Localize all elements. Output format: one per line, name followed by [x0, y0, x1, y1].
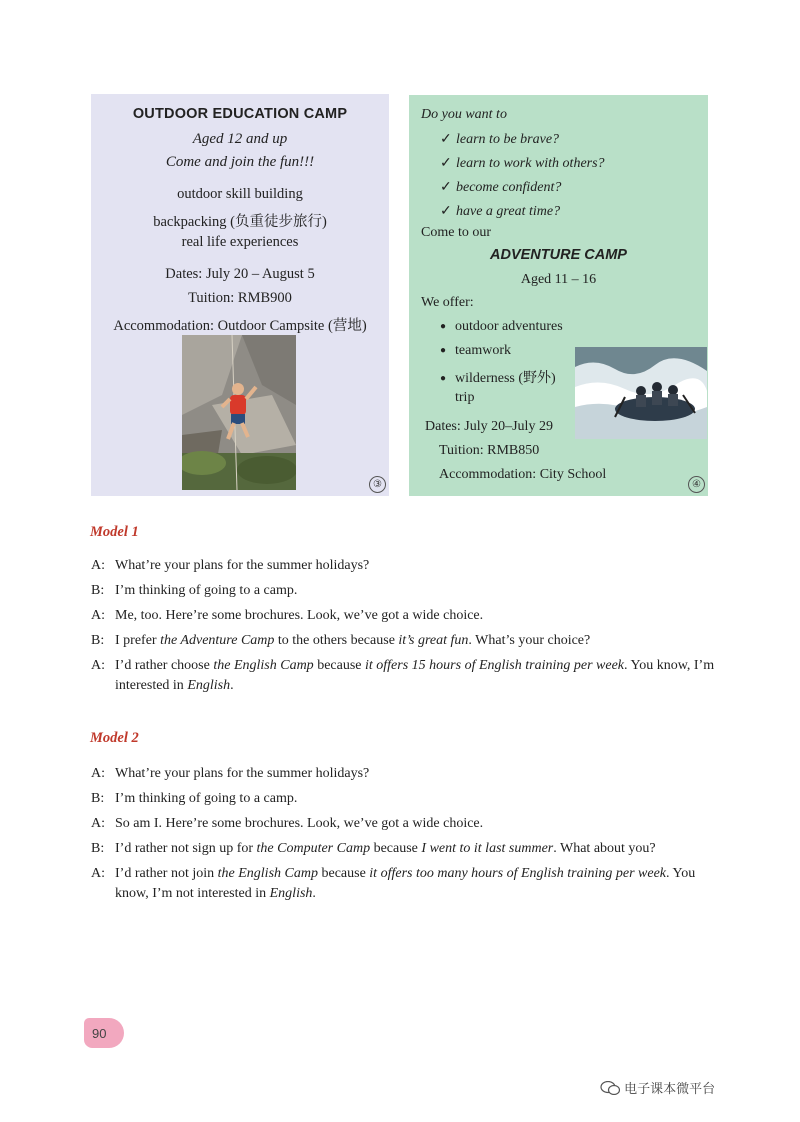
- dialogue-line: [91, 631, 731, 651]
- speaker-label: A:: [91, 766, 105, 781]
- speaker-label: A:: [91, 816, 105, 831]
- adventure-camp-card: [409, 95, 708, 496]
- card3-activity: real life experiences: [181, 234, 299, 250]
- text-segment: I’m thinking of going to a camp.: [115, 791, 298, 806]
- line-text: [115, 556, 731, 576]
- watermark: [600, 1078, 715, 1097]
- speaker-label: B:: [91, 633, 105, 648]
- card4-offer-item: ● wilderness (野外): [440, 371, 556, 386]
- line-text: [115, 814, 731, 834]
- rock-climbing-illustration: [182, 335, 296, 490]
- text-segment: I’d rather not join: [115, 866, 218, 881]
- speaker-label: A:: [91, 558, 105, 573]
- speaker-label: B:: [91, 841, 105, 856]
- card4-check-item: ✓ become confident?: [440, 180, 562, 195]
- italic-phrase: the English Camp: [217, 866, 318, 881]
- card4-offer-item-cont: trip: [455, 390, 475, 405]
- model2-title: Model 2: [90, 730, 139, 746]
- rafting-illustration: [575, 347, 707, 439]
- card4-question: Do you want to: [421, 107, 507, 122]
- italic-phrase: I went to it last summer: [421, 841, 554, 856]
- italic-phrase: the Adventure Camp: [160, 633, 275, 648]
- text-segment: I’d rather not sign up for: [115, 841, 257, 856]
- text-segment: What’re your plans for the summer holidays?: [115, 766, 370, 781]
- card3-age: Aged 12 and up: [192, 131, 288, 147]
- dialogue-line: [91, 839, 731, 859]
- card3-accommodation: Accommodation: Outdoor Campsite (营地): [113, 318, 367, 334]
- line-text: [115, 581, 731, 601]
- card4-dates: Dates: July 20–July 29: [425, 419, 553, 434]
- card4-number: ④: [688, 476, 705, 493]
- line-text: [115, 631, 731, 651]
- dialogue-line: [91, 581, 731, 601]
- card4-tuition: Tuition: RMB850: [439, 443, 540, 458]
- speaker-label: A:: [91, 866, 105, 881]
- check-icon: ✓: [440, 180, 452, 195]
- speaker-label: B:: [91, 791, 105, 806]
- italic-phrase: English: [269, 886, 313, 901]
- watermark-text: 电子课本微平台: [624, 1082, 716, 1097]
- text-segment: because: [317, 866, 370, 881]
- text-segment: . What’s your choice?: [468, 633, 591, 648]
- card4-offer-item: ● outdoor adventures: [440, 319, 563, 334]
- bullet-icon: ●: [440, 373, 447, 384]
- card4-check-item: ✓ learn to be brave?: [440, 132, 560, 147]
- text-segment: . You know, I’m interested in: [115, 658, 715, 693]
- page-number-badge: [84, 1018, 124, 1048]
- check-icon: ✓: [440, 132, 452, 147]
- card3-tuition: Tuition: RMB900: [188, 290, 292, 306]
- line-text: [115, 764, 731, 784]
- card3-number: ③: [369, 476, 386, 493]
- line-text: [115, 789, 731, 809]
- page-number: 90: [92, 1026, 107, 1041]
- italic-phrase: it’s great fun: [398, 633, 469, 648]
- dialogue-line: [91, 764, 731, 784]
- card4-offer-label: We offer:: [421, 295, 474, 310]
- speaker-label: A:: [91, 658, 105, 673]
- speaker-label: B:: [91, 583, 105, 598]
- model1-title: Model 1: [90, 524, 139, 540]
- card4-title: ADVENTURE CAMP: [490, 247, 627, 263]
- text-segment: Me, too. Here’re some brochures. Look, we’ve got a wide choice.: [115, 608, 484, 623]
- italic-phrase: the English Camp: [213, 658, 314, 673]
- card3-title: OUTDOOR EDUCATION CAMP: [132, 106, 348, 122]
- card3-activity: outdoor skill building: [177, 186, 303, 202]
- dialogue-line: [91, 556, 731, 576]
- card4-accommodation: Accommodation: City School: [439, 467, 607, 482]
- card4-age: Aged 11 – 16: [520, 272, 597, 287]
- text-segment: .: [230, 678, 234, 693]
- line-text: [115, 864, 731, 904]
- card4-come: Come to our: [421, 225, 491, 240]
- bullet-icon: ●: [440, 321, 447, 332]
- text-segment: because: [370, 841, 422, 856]
- speaker-label: A:: [91, 608, 105, 623]
- wechat-icon: [600, 1081, 620, 1095]
- italic-phrase: English: [187, 678, 231, 693]
- outdoor-education-camp-card: [91, 94, 389, 496]
- dialogue-line: [91, 864, 731, 904]
- card4-check-item: ✓ learn to work with others?: [440, 156, 605, 171]
- dialogue-line: [91, 606, 731, 626]
- dialogue-line: [91, 814, 731, 834]
- text-segment: . What about you?: [553, 841, 656, 856]
- text-segment: I prefer: [115, 633, 161, 648]
- italic-phrase: the Computer Camp: [256, 841, 371, 856]
- text-segment: What’re your plans for the summer holidays?: [115, 558, 370, 573]
- card3-tagline: Come and join the fun!!!: [165, 154, 315, 170]
- card3-dates: Dates: July 20 – August 5: [165, 266, 315, 282]
- line-text: [115, 606, 731, 626]
- card4-check-item: ✓ have a great time?: [440, 204, 561, 219]
- italic-phrase: it offers 15 hours of English training per week: [365, 658, 624, 673]
- text-segment: I’m thinking of going to a camp.: [115, 583, 298, 598]
- text-segment: to the others because: [274, 633, 399, 648]
- bullet-icon: ●: [440, 345, 447, 356]
- rafting-photo: [575, 347, 707, 439]
- card3-activity: backpacking (负重徒步旅行): [153, 214, 327, 230]
- line-text: [115, 656, 731, 696]
- italic-phrase: it offers too many hours of English training per week: [369, 866, 667, 881]
- dialogue-line: [91, 656, 731, 696]
- text-segment: So am I. Here’re some brochures. Look, we’ve got a wide choice.: [115, 816, 484, 831]
- line-text: [115, 839, 731, 859]
- text-segment: . You know, I’m not interested in: [115, 866, 696, 901]
- text-segment: because: [313, 658, 365, 673]
- check-icon: ✓: [440, 156, 452, 171]
- text-segment: I’d rather choose: [115, 658, 214, 673]
- text-segment: .: [312, 886, 316, 901]
- rock-climbing-photo: [182, 335, 296, 490]
- check-icon: ✓: [440, 204, 452, 219]
- dialogue-line: [91, 789, 731, 809]
- card4-offer-item: ● teamwork: [440, 343, 511, 358]
